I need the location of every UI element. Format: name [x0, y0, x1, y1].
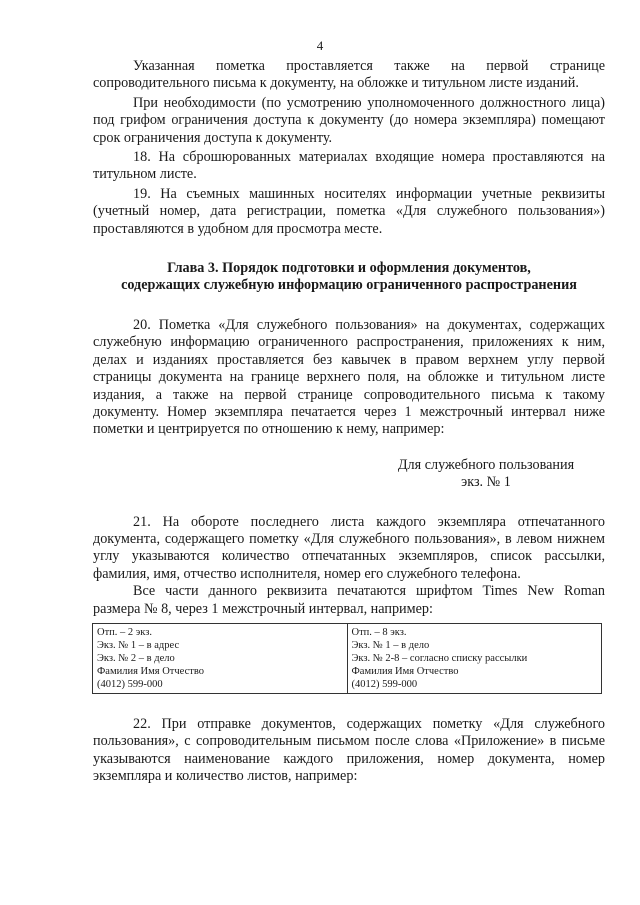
cell-line: Экз. № 1 – в адрес	[97, 639, 180, 651]
restricted-use-stamp-example	[391, 457, 581, 492]
paragraph-18: 18. На сброшюрованных материалах входящие номера проставляются на титульном листе.	[93, 149, 605, 183]
chapter-title-line-2: содержащих служебную информацию ограниченного распространения	[121, 277, 577, 294]
cell-line: Экз. № 2 – в дело	[97, 652, 175, 664]
cell-line: (4012) 599-000	[351, 678, 418, 690]
paragraph-22: 22. При отправке документов, содержащих пометку «Для служебного пользования», с сопроводительным письмом после слова «Приложение» в письме указываются наименование каждого приложения, номер документа, номер экземпляра и количество листов, например:	[93, 715, 605, 785]
cell-line: Отп. – 2 экз.	[97, 626, 153, 638]
cell-line: Экз. № 2-8 – согласно списку рассылки	[351, 652, 528, 664]
paragraph-mark-placement: Указанная пометка проставляется также на первой странице сопроводительного письма к документу, на обложке и титульном листе изданий.	[93, 58, 605, 92]
example-left-cell	[93, 623, 348, 693]
paragraph-access-term: При необходимости (по усмотрению уполномоченного должностного лица) под грифом ограничения доступа к документу (до номера экземпляра) помещают срок ограничения доступа к документу.	[93, 94, 605, 146]
page-number: 4	[316, 38, 324, 53]
document-body	[93, 58, 605, 786]
paragraph-21: 21. На обороте последнего листа каждого экземпляра отпечатанного документа, содержащего пометку «Для служебного пользования», в левом нижнем углу указываются количество отпечатанных экземпляров, список рассылки, фамилия, имя, отчество исполнителя, номер его служебного телефона.	[93, 513, 605, 582]
table-row	[93, 623, 602, 693]
cell-line: (4012) 599-000	[97, 678, 163, 690]
stamp-label: Для служебного пользования	[397, 456, 575, 473]
cell-line: Фамилия Имя Отчество	[351, 665, 459, 677]
paragraph-19: 19. На съемных машинных носителях информации учетные реквизиты (учетный номер, дата регистрации, пометка «Для служебного пользования») проставляются в удобном для просмотра месте.	[93, 185, 605, 237]
paragraph-font-requirement: Все части данного реквизита печатаются шрифтом Times New Roman размера № 8, через 1 межстрочный интервал, например:	[93, 583, 605, 617]
stamp-copy-number: экз. № 1	[461, 474, 511, 491]
cell-line: Экз. № 1 – в дело	[351, 639, 430, 651]
cell-line: Отп. – 8 экз.	[351, 626, 407, 638]
example-right-cell	[347, 623, 602, 693]
distribution-example-table	[92, 623, 602, 694]
cell-line: Фамилия Имя Отчество	[97, 665, 204, 677]
paragraph-20: 20. Пометка «Для служебного пользования» на документах, содержащих служебную информацию ограниченного распространения, приложениях к ним, делах и изданиях проставляется без кавычек в правом верхнем углу первой страницы документа на границе верхнего поля, на обложке и титульном листе издания, а также на первой странице сопроводительного письма к такому документу. Номер экземпляра печатается через 1 межстрочный интервал ниже пометки и центрируется по отношению к нему, например:	[93, 316, 605, 438]
chapter-title-line-1: Глава 3. Порядок подготовки и оформления документов,	[167, 260, 531, 277]
